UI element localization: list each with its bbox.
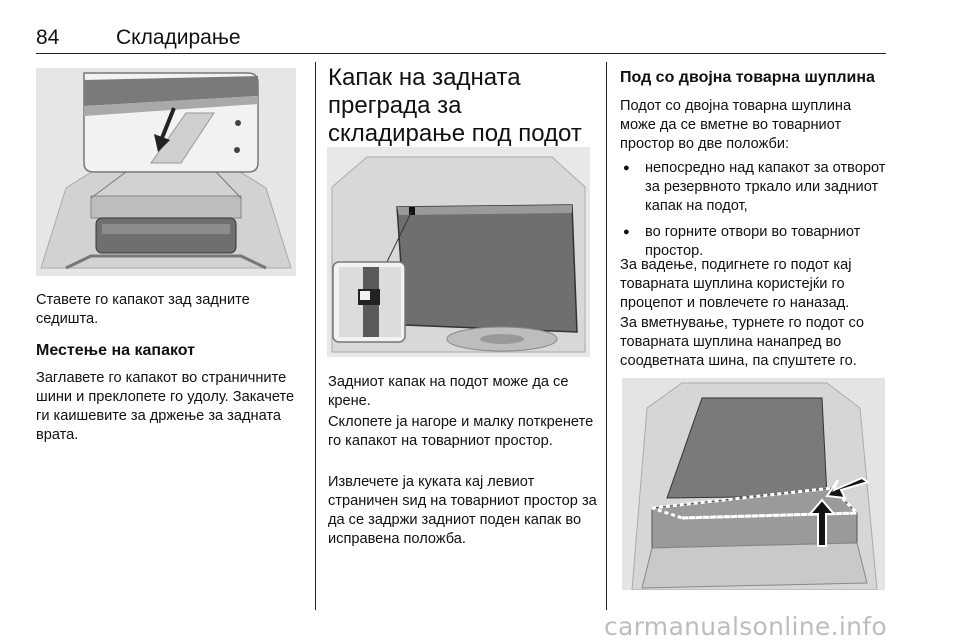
- cover-placement-caption: Ставете го капакот зад задните седишта.: [36, 292, 250, 327]
- floor-cover-lift-text: Задниот капак на подот може да се крене.: [328, 374, 569, 409]
- double-floor-remove-text: За вадење, подигнете го подот кај товарната шуплина користејќи го процепот и повлечете го наназад.: [620, 257, 852, 311]
- double-floor-illustration: [622, 378, 885, 590]
- double-floor-positions-list: [620, 159, 890, 268]
- floor-cover-title: Капак на задната преграда за складирање под подот: [328, 64, 582, 147]
- section-title: Складирање: [116, 26, 241, 49]
- cover-fitting-heading: Местење на капакот: [36, 342, 195, 359]
- list-item: ● непосредно над капакот за отворот за резервното тркало или задниот капак на подот,: [620, 159, 890, 216]
- floor-cover-hook-text: Извлечете ја куката кај левиот страничен ѕид на товарниот простор за да се задржи задниот поден капак во исправена положба.: [328, 474, 597, 547]
- double-floor-insert-text: За вметнување, турнете го подот со товарната шуплина нанапред во соодветната шина, па спуштете го.: [620, 315, 865, 369]
- page-header: [36, 26, 886, 52]
- floor-cover-illustration: [327, 147, 590, 357]
- double-floor-intro: Подот со двојна товарна шуплина може да се вметне во товарниот простор во две положби:: [620, 98, 852, 152]
- header-rule: [36, 53, 886, 54]
- floor-cover-fold-text: Склопете ја нагоре и малку поткренете го капакот на товарниот простор.: [328, 414, 594, 449]
- rear-cover-illustration: [36, 68, 296, 276]
- column-divider-1: [315, 62, 316, 610]
- list-item: ● во горните отвори во товарниот простор.: [620, 223, 890, 261]
- double-floor-heading: Под со двојна товарна шуплина: [620, 69, 875, 86]
- column-divider-2: [606, 62, 607, 610]
- cover-fitting-body: Заглавете го капакот во страничните шини и преклопете го удолу. Закачете ги каишевите за држење за задната врата.: [36, 370, 295, 443]
- watermark: carmanualsonline.info: [604, 612, 887, 641]
- page-number: 84: [36, 26, 60, 49]
